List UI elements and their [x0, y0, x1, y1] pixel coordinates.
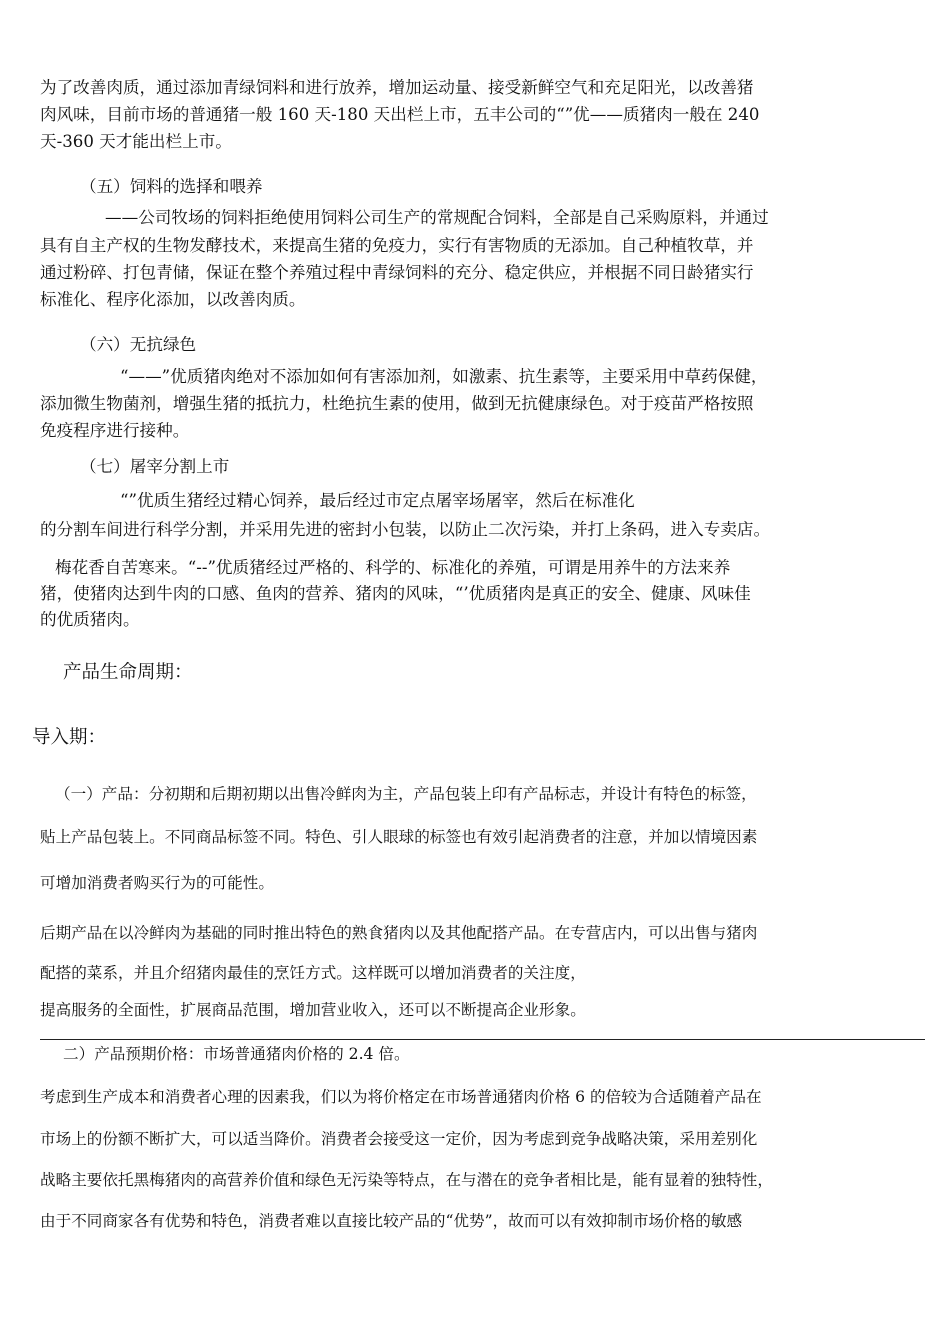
lifecycle-heading: 产品生命周期： [63, 662, 193, 683]
horizontal-rule [40, 1039, 925, 1040]
product-line-1: （一）产品：分初期和后期初期以出售冷鲜肉为主，产品包装上印有产品标志，并设计有特色的标签， [55, 785, 757, 803]
price-line-4: 由于不同商家各有优势和特色，消费者难以直接比较产品的“优势”，故而可以有效抑制市场价格的敏感 [40, 1212, 743, 1230]
price-line-1: 考虑到生产成本和消费者心理的因素我，们以为将价格定在市场普通猪肉价格 6 的倍较为合适随着产品在 [40, 1088, 762, 1106]
section-5-line-2: 具有自主产权的生物发酵技术，来提高生猪的免疫力，实行有害物质的无添加。自己种植牧草，并 [40, 236, 754, 255]
later-line-2: 配搭的菜系，并且介绍猪肉最佳的烹饪方式。这样既可以增加消费者的关注度， [40, 964, 586, 982]
price-line-2: 市场上的份额不断扩大，可以适当降价。消费者会接受这一定价，因为考虑到竞争战略决策，采用差别化 [40, 1130, 758, 1148]
price-line-3: 战略主要依托黑梅猪肉的高营养价值和绿色无污染等特点，在与潜在的竞争者相比是，能有显着的独特性， [40, 1171, 773, 1189]
intro-line-1: 为了改善肉质，通过添加青绿饲料和进行放养，增加运动量、接受新鲜空气和充足阳光，以改善猪 [40, 78, 754, 97]
intro-period-heading: 导入期： [32, 727, 107, 748]
section-6-line-2: 添加微生物菌剂，增强生猪的抵抗力，杜绝抗生素的使用，做到无抗健康绿色。对于疫苗严格按照 [40, 394, 754, 413]
later-line-3: 提高服务的全面性，扩展商品范围，增加营业收入，还可以不断提高企业形象。 [40, 1001, 586, 1019]
section-5-heading: （五）饲料的选择和喂养 [80, 177, 263, 196]
section-7-line-2: 的分割车间进行科学分割，并采用先进的密封小包装，以防止二次污染，并打上条码，进入专卖店。 [40, 520, 771, 539]
price-heading: 二）产品预期价格：市场普通猪肉价格的 2.4 倍。 [63, 1045, 410, 1063]
section-6-line-1: “——”优质猪肉绝对不添加如何有害添加剂，如激素、抗生素等，主要采用中草药保健， [120, 367, 768, 386]
section-5-line-4: 标准化、程序化添加，以改善肉质。 [40, 290, 306, 309]
plum-line-3: 的优质猪肉。 [40, 610, 140, 629]
section-6-heading: （六）无抗绿色 [80, 335, 197, 354]
intro-line-2: 肉风味，目前市场的普通猪一般 160 天-180 天出栏上市，五丰公司的“”优——质猪肉一般在 240 [40, 105, 760, 124]
plum-line-1: 梅花香自苦寒来。“--”优质猪经过严格的、科学的、标准化的养殖，可谓是用养牛的方法来养 [55, 558, 731, 577]
later-line-1: 后期产品在以冷鲜肉为基础的同时推出特色的熟食猪肉以及其他配搭产品。在专营店内，可以出售与猪肉 [40, 924, 758, 942]
plum-line-2: 猪，使猪肉达到牛肉的口感、鱼肉的营养、猪肉的风味，“’优质猪肉是真正的安全、健康、风味佳 [40, 584, 751, 603]
section-6-line-3: 免疫程序进行接种。 [40, 421, 190, 440]
product-line-2: 贴上产品包装上。不同商品标签不同。特色、引人眼球的标签也有效引起消费者的注意，并加以情境因素 [40, 828, 758, 846]
intro-line-3: 天-360 天才能出栏上市。 [40, 132, 232, 151]
section-5-line-1: ——公司牧场的饲料拒绝使用饲料公司生产的常规配合饲料，全部是自己采购原料，并通过 [105, 208, 769, 227]
section-7-line-1: “”优质生猪经过精心饲养，最后经过市定点屠宰场屠宰，然后在标准化 [120, 491, 635, 510]
product-line-3: 可增加消费者购买行为的可能性。 [40, 874, 274, 892]
section-7-heading: （七）屠宰分割上市 [80, 457, 230, 476]
section-5-line-3: 通过粉碎、打包青储，保证在整个养殖过程中青绿饲料的充分、稳定供应，并根据不同日龄猪实行 [40, 263, 754, 282]
